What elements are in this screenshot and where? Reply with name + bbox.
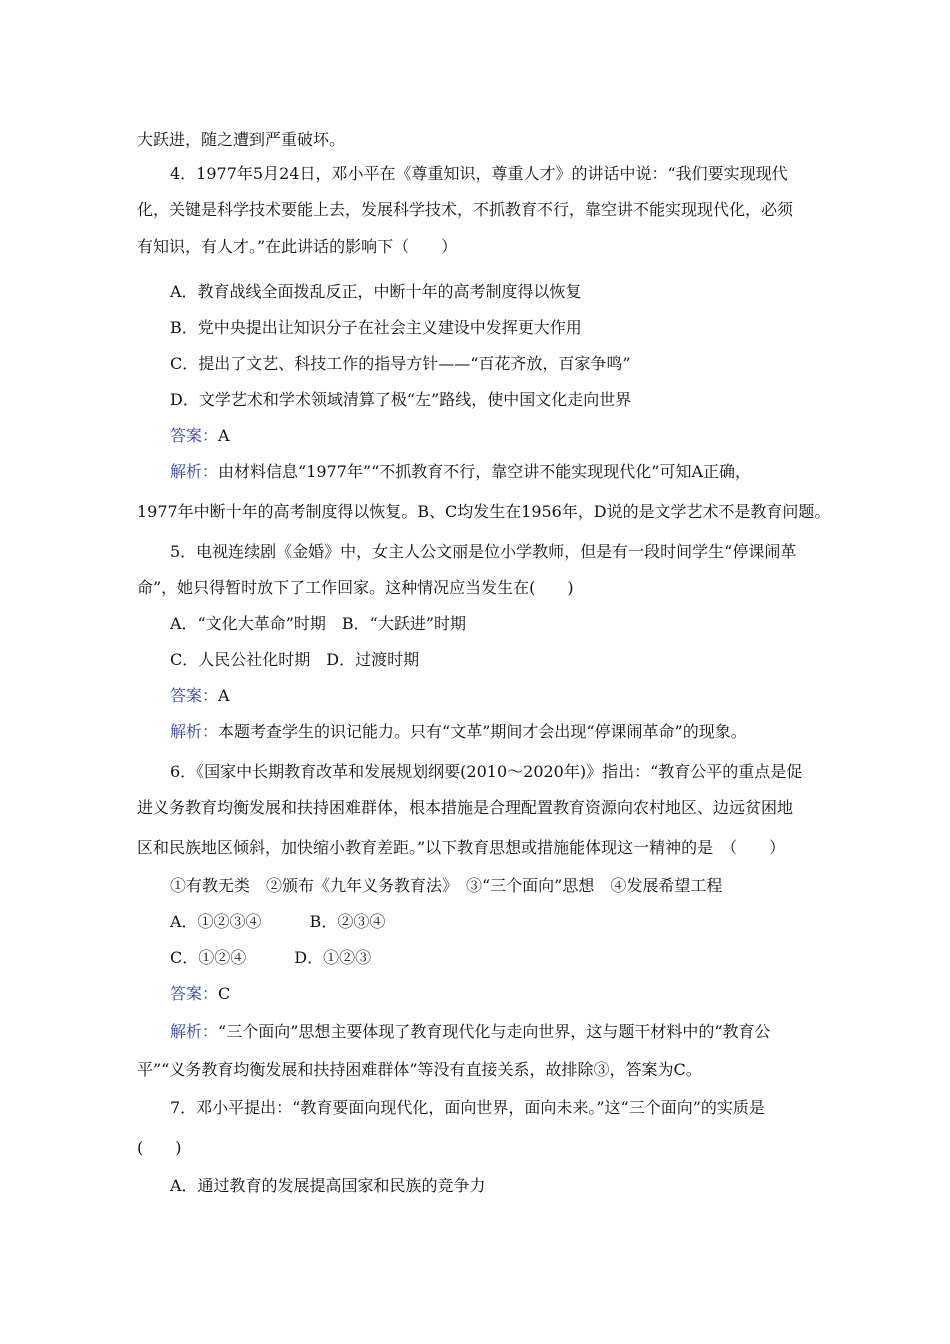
analysis-line (170, 462, 751, 482)
text-line: 有知识，有人才。”在此讲话的影响下（ ） (137, 237, 458, 256)
text-line: 1977年中断十年的高考制度得以恢复。B、C均发生在1956年，D说的是文学艺术不是教育问题。 (137, 502, 831, 521)
analysis-text: 本题考查学生的识记能力。只有“文革”期间才会出现“停课闹革命”的现象。 (218, 722, 747, 741)
analysis-label: 解析： (170, 722, 219, 741)
answer-value: A (218, 686, 230, 705)
answer-blank: ( ) (137, 1138, 182, 1157)
options-ab: A．①②③④ B．②③④ (170, 912, 386, 931)
question-6-stem: 6．《国家中长期教育改革和发展规划纲要(2010～2020年)》指出：“教育公平的重点是促 (170, 762, 803, 781)
question-7-stem: 7．邓小平提出：“教育要面向现代化，面向世界，面向未来。”这“三个面向”的实质是 (170, 1098, 765, 1117)
text-line: 化，关键是科学技术要能上去，发展科学技术，不抓教育不行，靠空讲不能实现现代化，必须 (137, 200, 794, 219)
answer-line (170, 426, 230, 446)
text-line: 命”，她只得暂时放下了工作回家。这种情况应当发生在( ) (137, 578, 574, 597)
answer-line (170, 984, 230, 1004)
answer-line (170, 686, 230, 706)
answer-label: 答案： (170, 686, 219, 705)
question-5-stem: 5．电视连续剧《金婚》中，女主人公文丽是位小学教师，但是有一段时间学生“停课闹革 (170, 542, 797, 561)
analysis-text: “三个面向”思想主要体现了教育现代化与走向世界，这与题干材料中的“教育公 (218, 1022, 771, 1041)
text-line: 平”“义务教育均衡发展和扶持困难群体”等没有直接关系，故排除③，答案为C。 (137, 1060, 702, 1079)
analysis-line (170, 1022, 771, 1042)
option-d: D．文学艺术和学术领域清算了极“左”路线，使中国文化走向世界 (170, 390, 632, 409)
text-line: 大跃进，随之遭到严重破坏。 (137, 130, 346, 149)
analysis-label: 解析： (170, 1022, 219, 1041)
answer-value: C (218, 984, 231, 1003)
options-cd: C．①②④ D．①②③ (170, 948, 372, 967)
analysis-line (170, 722, 747, 742)
answer-value: A (218, 426, 230, 445)
statement-list: ①有教无类 ②颁布《九年义务教育法》 ③“三个面向”思想 ④发展希望工程 (170, 876, 723, 895)
option-a: A．教育战线全面拨乱反正，中断十年的高考制度得以恢复 (170, 282, 582, 301)
option-c: C．提出了文艺、科技工作的指导方针——“百花齐放，百家争鸣” (170, 354, 631, 373)
analysis-label: 解析： (170, 462, 219, 481)
text-line: 进义务教育均衡发展和扶持困难群体，根本措施是合理配置教育资源向农村地区、边远贫困地 (137, 798, 794, 817)
analysis-text: 由材料信息“1977年”“不抓教育不行，靠空讲不能实现现代化”可知A正确， (218, 462, 752, 481)
text-line: 区和民族地区倾斜，加快缩小教育差距。”以下教育思想或措施能体现这一精神的是 （ ） (137, 838, 786, 857)
options-ab: A．“文化大革命”时期 B．“大跃进”时期 (170, 614, 467, 633)
answer-label: 答案： (170, 426, 219, 445)
options-cd: C．人民公社化时期 D．过渡时期 (170, 650, 420, 669)
option-a: A．通过教育的发展提高国家和民族的竞争力 (170, 1176, 486, 1195)
question-4-stem: 4．1977年5月24日，邓小平在《尊重知识，尊重人才》的讲话中说：“我们要实现现代 (170, 164, 788, 183)
option-b: B．党中央提出让知识分子在社会主义建设中发挥更大作用 (170, 318, 582, 337)
answer-label: 答案： (170, 984, 219, 1003)
